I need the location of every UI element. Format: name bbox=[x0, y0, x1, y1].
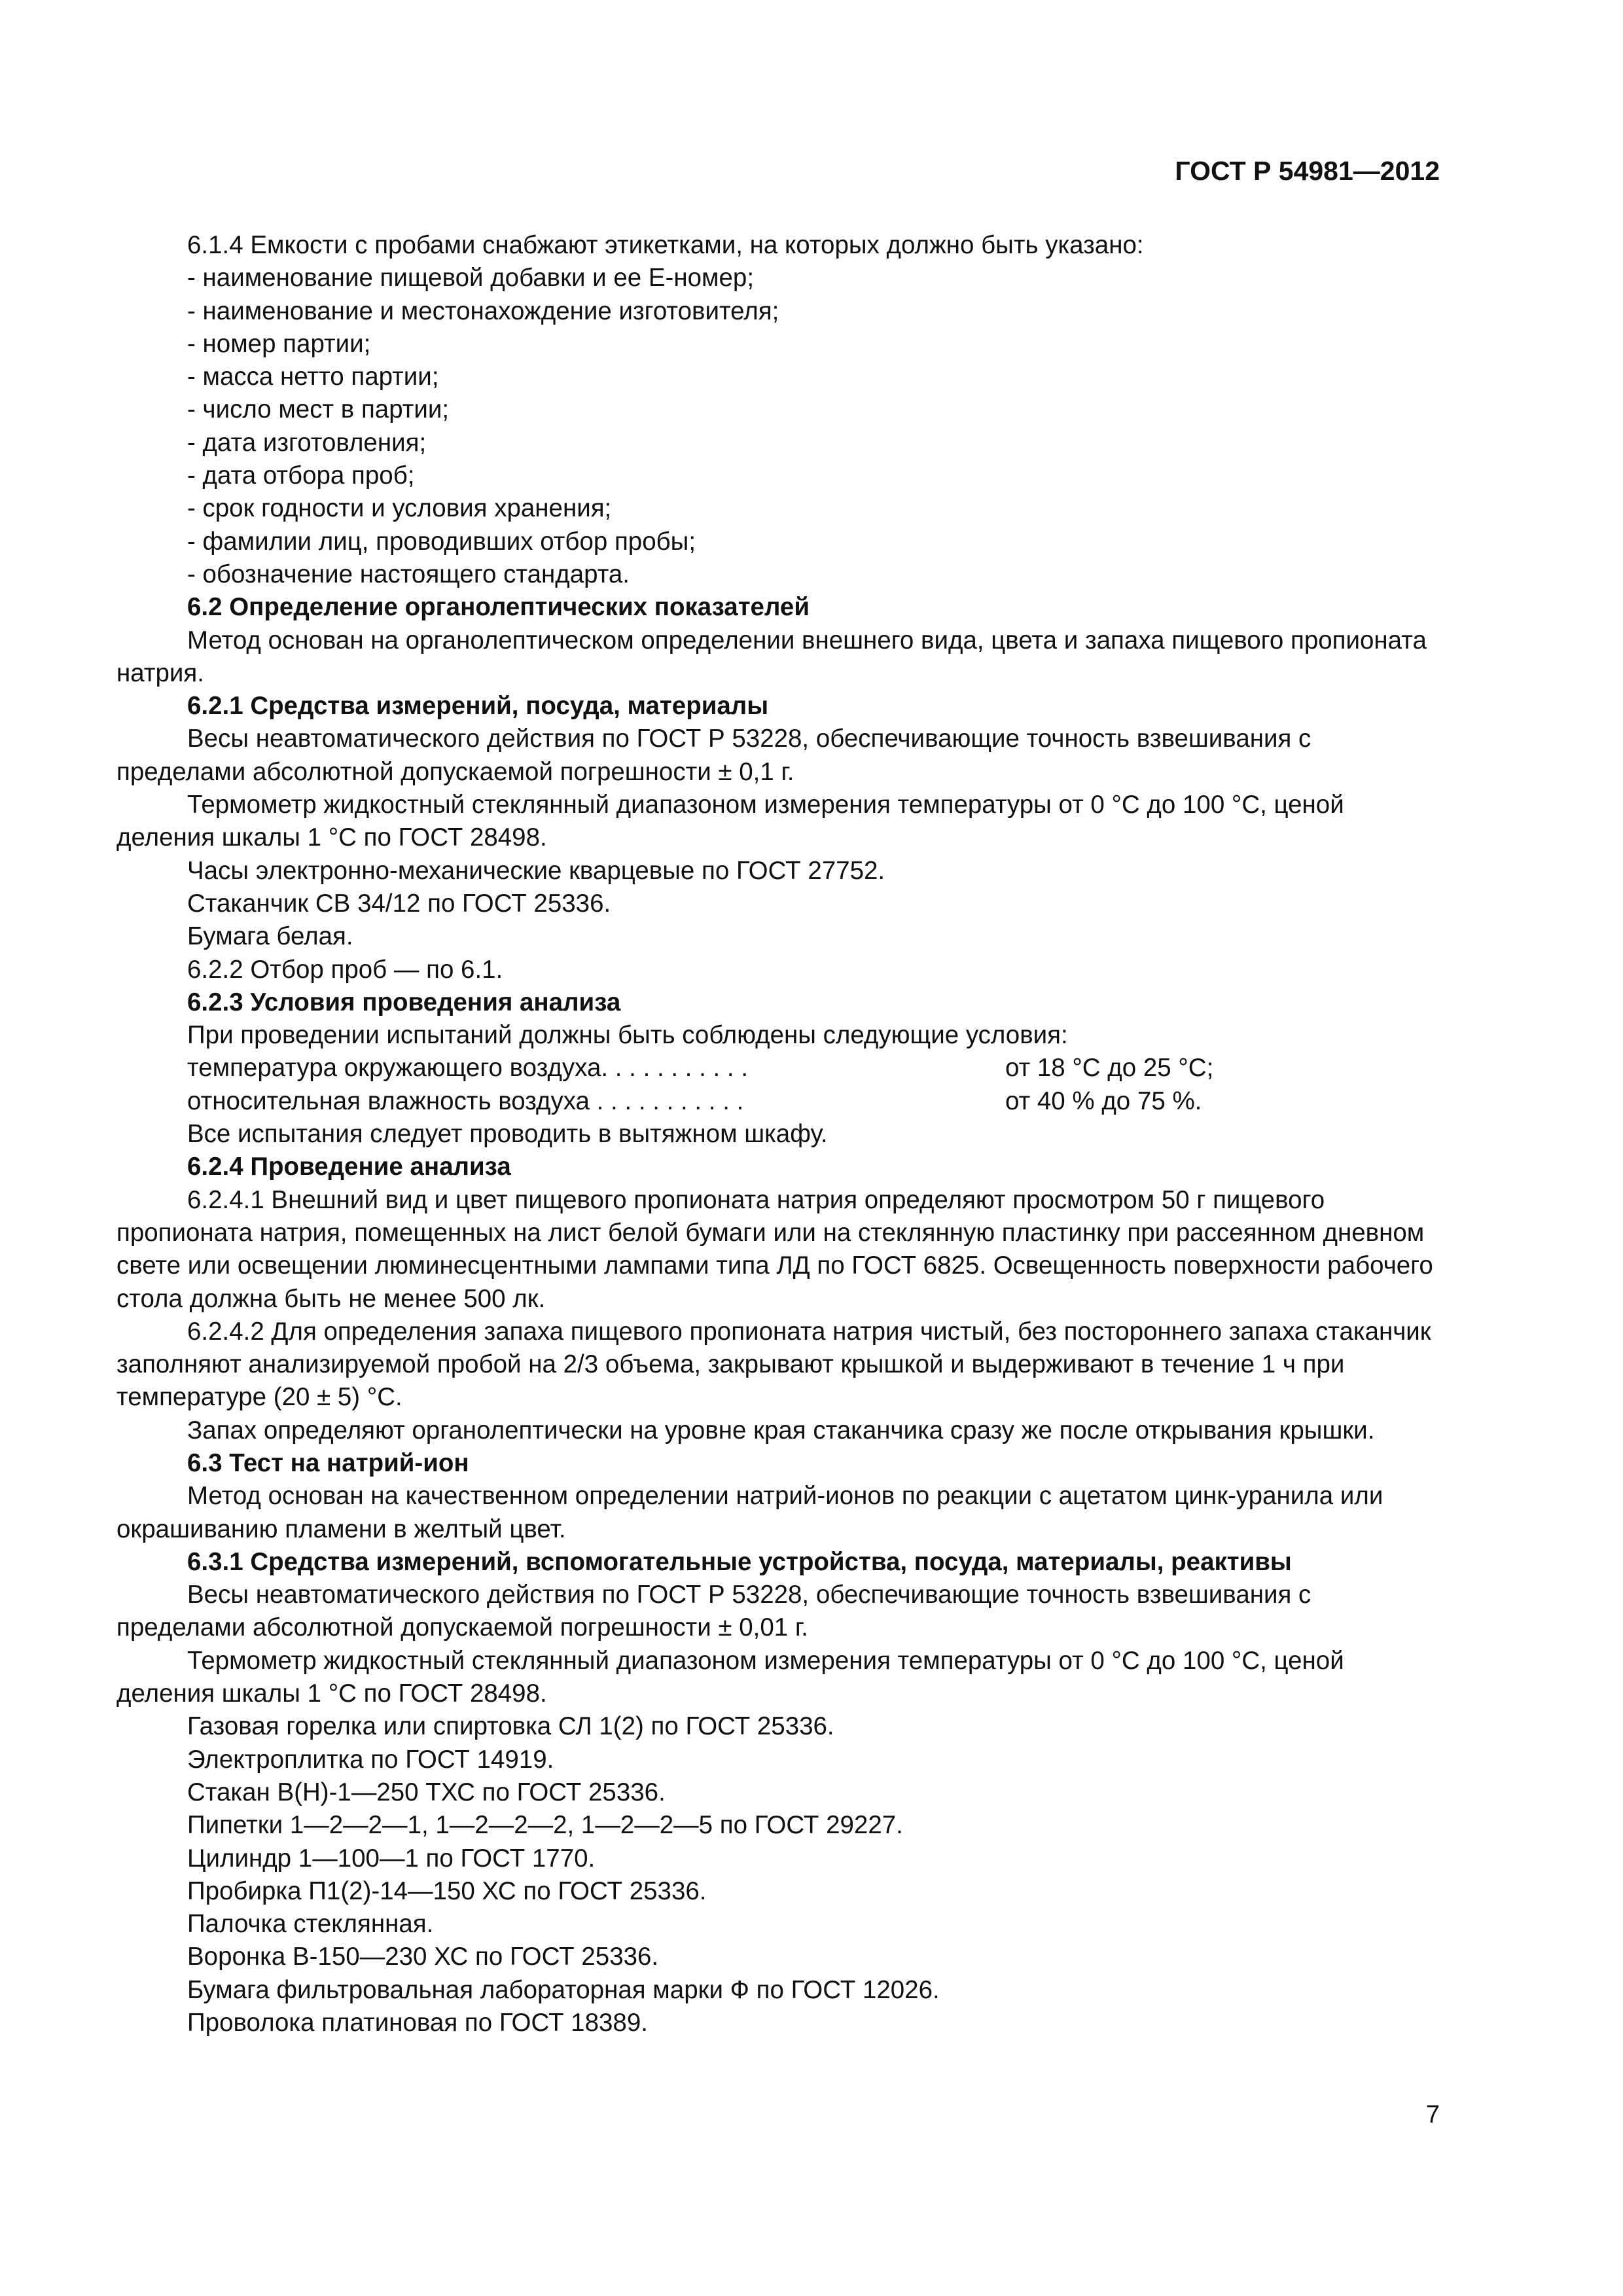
page-content bbox=[116, 229, 1442, 2039]
equipment-item: Цилиндр 1—100—1 по ГОСТ 1770. bbox=[187, 1844, 596, 1873]
label-item: - число мест в партии; bbox=[187, 395, 450, 424]
equipment-item: Стакан В(Н)-1—250 ТХС по ГОСТ 25336. bbox=[187, 1778, 666, 1806]
heading-6-2-4: 6.2.4 Проведение анализа bbox=[187, 1153, 511, 1181]
condition-row bbox=[116, 1052, 1442, 1085]
equipment-item: Пробирка П1(2)-14—150 ХС по ГОСТ 25336. bbox=[187, 1876, 707, 1905]
equipment-item: Палочка стеклянная. bbox=[187, 1910, 434, 1939]
paragraph: Весы неавтоматического действия по ГОСТ Р 53228, обеспечивающие точность взвешивания с пределами абсолютной допускаемой погрешности ± 0,01 г. bbox=[116, 1581, 1311, 1642]
paragraph: Все испытания следует проводить в вытяжном шкафу. bbox=[187, 1120, 828, 1149]
paragraph: Часы электронно-механические кварцевые по ГОСТ 27752. bbox=[187, 856, 885, 885]
label-item: - фамилии лиц, проводивших отбор пробы; bbox=[187, 527, 696, 556]
label-item: - наименование пищевой добавки и ее Е-номер; bbox=[187, 264, 755, 293]
paragraph: Термометр жидкостный стеклянный диапазоном измерения температуры от 0 °С до 100 °С, ценой деления шкалы 1 °С по ГОСТ 28498. bbox=[116, 1646, 1344, 1708]
label-item: - номер партии; bbox=[187, 329, 371, 358]
heading-6-3: 6.3 Тест на натрий-ион bbox=[187, 1448, 469, 1477]
equipment-item: Газовая горелка или спиртовка СЛ 1(2) по ГОСТ 25336. bbox=[187, 1712, 834, 1741]
paragraph: Весы неавтоматического действия по ГОСТ Р 53228, обеспечивающие точность взвешивания с пределами абсолютной допускаемой погрешности ± 0,1 г. bbox=[116, 725, 1311, 786]
clause-6-1-4: 6.1.4 Емкости с пробами снабжают этикетками, на которых должно быть указано: bbox=[187, 231, 1144, 259]
standard-header: ГОСТ Р 54981—2012 bbox=[1175, 156, 1440, 186]
clause-6-2-4-1: 6.2.4.1 Внешний вид и цвет пищевого пропионата натрия определяют просмотром 50 г пищевого пропионата натрия, помещенных на лист белой бумаги или на стеклянную пластинку при рассеянном дневном свете или освещении люминесцентными лампами типа ЛД по ГОСТ 6825. Освещенность поверхности рабочего стола должна быть не менее 500 лк. bbox=[116, 1185, 1433, 1313]
paragraph: Термометр жидкостный стеклянный диапазоном измерения температуры от 0 °С до 100 °С, ценой деления шкалы 1 °С по ГОСТ 28498. bbox=[116, 791, 1344, 852]
equipment-item: Бумага фильтровальная лабораторная марки Ф по ГОСТ 12026. bbox=[187, 1975, 940, 2004]
condition-value: от 40 % до 75 %. bbox=[1005, 1086, 1202, 1115]
paragraph: Метод основан на органолептическом определении внешнего вида, цвета и запаха пищевого пропионата натрия. bbox=[116, 626, 1427, 687]
label-item: - срок годности и условия хранения; bbox=[187, 494, 612, 523]
condition-row bbox=[116, 1085, 1442, 1118]
paragraph: Запах определяют органолептически на уровне края стаканчика сразу же после открывания крышки. bbox=[187, 1416, 1375, 1444]
label-item: - дата отбора проб; bbox=[187, 461, 415, 490]
condition-label: относительная влажность воздуха . . . . . . . . . . . bbox=[187, 1086, 744, 1115]
paragraph: Бумага белая. bbox=[187, 922, 353, 951]
equipment-item: Проволока платиновая по ГОСТ 18389. bbox=[187, 2009, 648, 2037]
equipment-item: Воронка В-150—230 ХС по ГОСТ 25336. bbox=[187, 1943, 659, 1971]
condition-value: от 18 °С до 25 °С; bbox=[1005, 1054, 1214, 1083]
equipment-item: Пипетки 1—2—2—1, 1—2—2—2, 1—2—2—5 по ГОСТ 29227. bbox=[187, 1811, 903, 1840]
condition-label: температура окружающего воздуха. . . . . . . . . . . bbox=[187, 1054, 749, 1083]
heading-6-3-1: 6.3.1 Средства измерений, вспомогательные устройства, посуда, материалы, реактивы bbox=[187, 1547, 1292, 1576]
clause-6-2-4-2: 6.2.4.2 Для определения запаха пищевого пропионата натрия чистый, без постороннего запаха стаканчик заполняют анализируемой пробой на 2/3 объема, закрывают крышкой и выдерживают в течение 1 ч при температуре (20 ± 5) °С. bbox=[116, 1317, 1431, 1412]
paragraph: Стаканчик СВ 34/12 по ГОСТ 25336. bbox=[187, 889, 611, 918]
label-item: - обозначение настоящего стандарта. bbox=[187, 560, 630, 588]
equipment-item: Электроплитка по ГОСТ 14919. bbox=[187, 1745, 554, 1774]
clause-6-2-2: 6.2.2 Отбор проб — по 6.1. bbox=[187, 955, 503, 984]
label-item: - наименование и местонахождение изготовителя; bbox=[187, 296, 779, 325]
label-item: - дата изготовления; bbox=[187, 428, 427, 457]
heading-6-2-1: 6.2.1 Средства измерений, посуда, материалы bbox=[187, 692, 769, 721]
page-number: 7 bbox=[1425, 2101, 1440, 2128]
heading-6-2: 6.2 Определение органолептических показателей bbox=[187, 593, 810, 622]
heading-6-2-3: 6.2.3 Условия проведения анализа bbox=[187, 988, 621, 1016]
paragraph: Метод основан на качественном определении натрий-ионов по реакции с ацетатом цинк-уранила или окрашиванию пламени в желтый цвет. bbox=[116, 1482, 1383, 1543]
label-item: - масса нетто партии; bbox=[187, 363, 439, 391]
paragraph: При проведении испытаний должны быть соблюдены следующие условия: bbox=[187, 1021, 1068, 1050]
